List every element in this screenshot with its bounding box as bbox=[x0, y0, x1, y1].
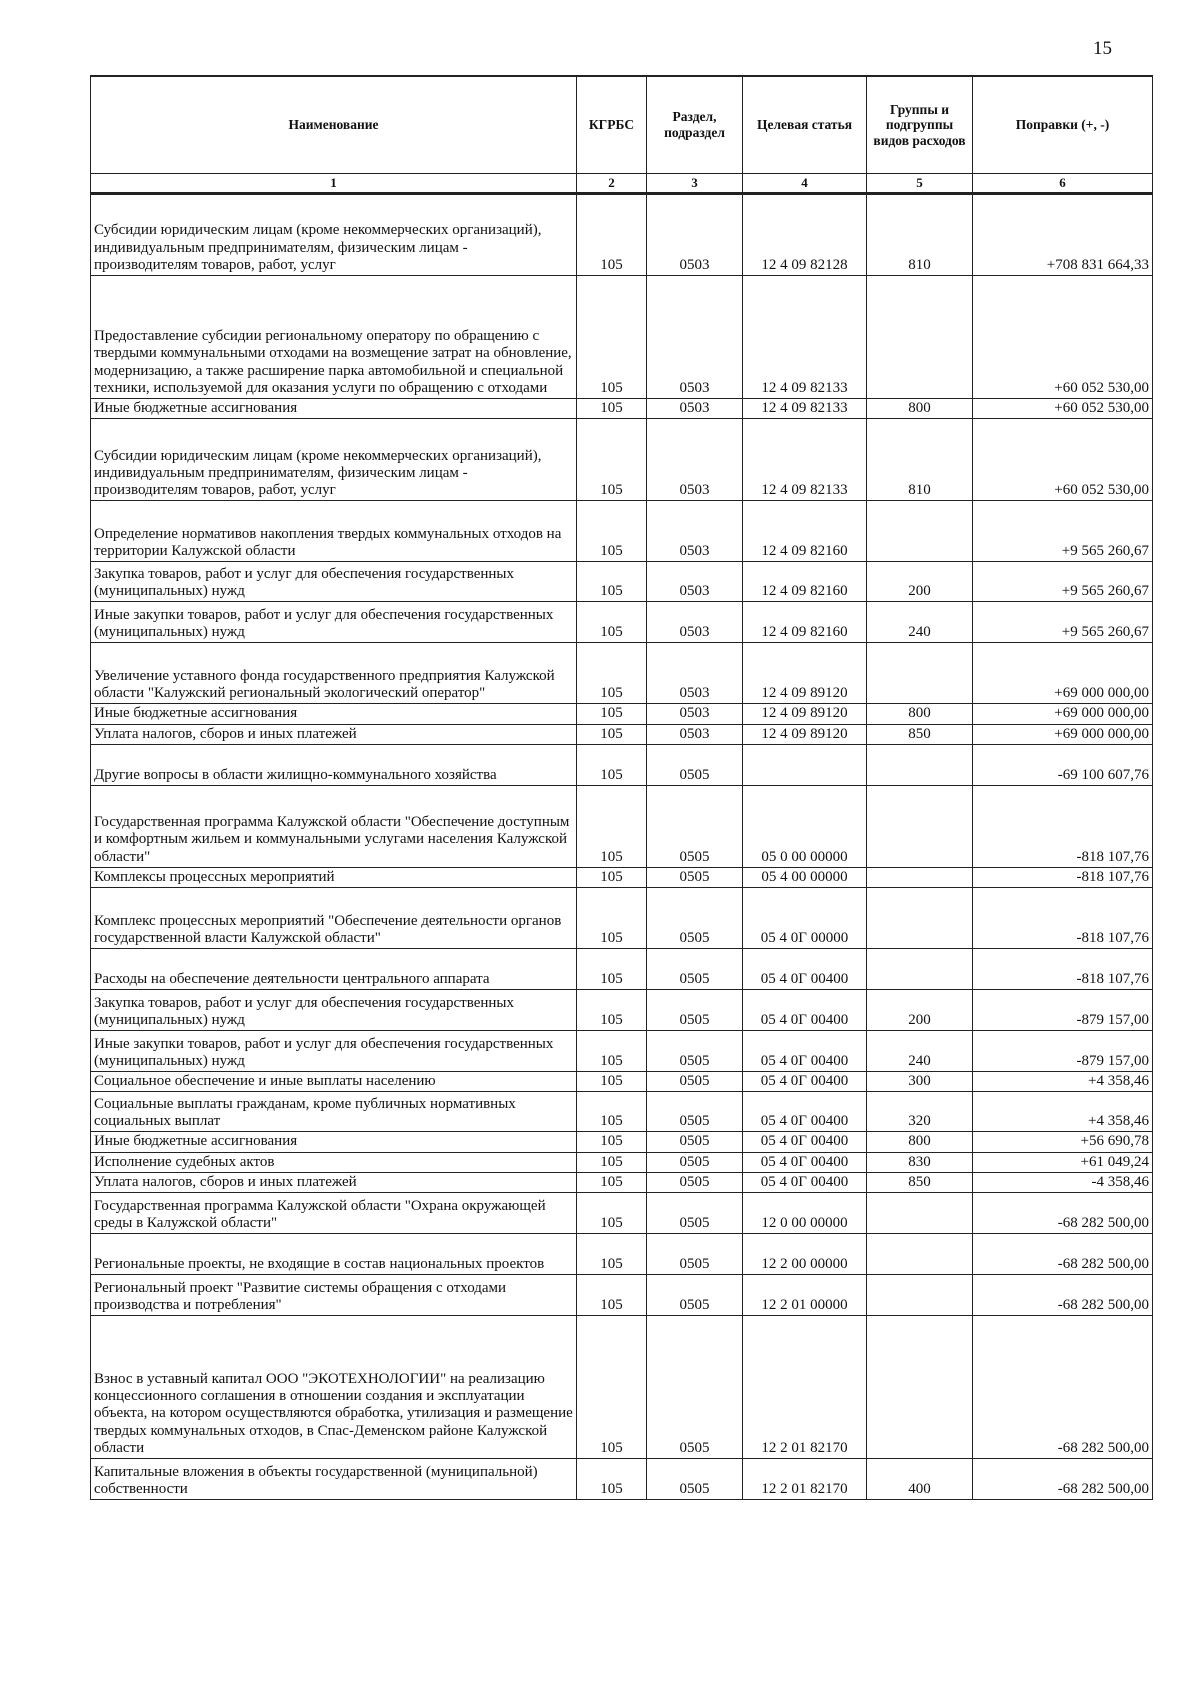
table-row bbox=[91, 785, 1153, 867]
cell-amount: -818 107,76 bbox=[973, 785, 1153, 867]
cell-target: 05 4 0Г 00400 bbox=[743, 949, 867, 990]
cell-target: 05 4 0Г 00000 bbox=[743, 888, 867, 949]
cell-vr: 810 bbox=[867, 194, 973, 276]
cell-razdel: 0505 bbox=[647, 744, 743, 785]
header-target: Целевая статья bbox=[743, 76, 867, 174]
table-row bbox=[91, 704, 1153, 724]
cell-vr: 810 bbox=[867, 419, 973, 501]
cell-target: 12 4 09 82133 bbox=[743, 276, 867, 399]
table-row bbox=[91, 194, 1153, 276]
cell-kgrbs: 105 bbox=[577, 1132, 647, 1152]
header-amend: Поправки (+, -) bbox=[973, 76, 1153, 174]
cell-name: Расходы на обеспечение деятельности центрального аппарата bbox=[91, 949, 577, 990]
cell-amount: -68 282 500,00 bbox=[973, 1275, 1153, 1316]
cell-target: 12 2 01 00000 bbox=[743, 1275, 867, 1316]
header-groups: Группы и подгруппы видов расходов bbox=[867, 76, 973, 174]
cell-kgrbs: 105 bbox=[577, 1092, 647, 1132]
table-row bbox=[91, 562, 1153, 602]
cell-vr: 850 bbox=[867, 724, 973, 744]
col-number: 1 bbox=[91, 174, 577, 194]
cell-target: 12 2 00 00000 bbox=[743, 1234, 867, 1275]
cell-name: Другие вопросы в области жилищно-коммунального хозяйства bbox=[91, 744, 577, 785]
table-row bbox=[91, 1031, 1153, 1072]
cell-amount: +4 358,46 bbox=[973, 1072, 1153, 1092]
cell-vr: 800 bbox=[867, 1132, 973, 1152]
cell-name: Государственная программа Калужской области "Охрана окружающей среды в Калужской области" bbox=[91, 1193, 577, 1234]
cell-amount: -818 107,76 bbox=[973, 867, 1153, 887]
page-number: 15 bbox=[1093, 38, 1112, 59]
cell-vr bbox=[867, 1193, 973, 1234]
cell-amount: +69 000 000,00 bbox=[973, 643, 1153, 704]
cell-target: 05 4 0Г 00400 bbox=[743, 1031, 867, 1072]
cell-target: 12 4 09 82133 bbox=[743, 399, 867, 419]
cell-vr bbox=[867, 276, 973, 399]
cell-amount: +9 565 260,67 bbox=[973, 602, 1153, 643]
cell-vr bbox=[867, 785, 973, 867]
cell-amount: +61 049,24 bbox=[973, 1152, 1153, 1172]
cell-name: Субсидии юридическим лицам (кроме некоммерческих организаций), индивидуальным предпринимателям, физическим лицам - производителям товаров, работ, услуг bbox=[91, 419, 577, 501]
cell-vr bbox=[867, 949, 973, 990]
table-row bbox=[91, 888, 1153, 949]
cell-name: Комплексы процессных мероприятий bbox=[91, 867, 577, 887]
cell-name: Исполнение судебных актов bbox=[91, 1152, 577, 1172]
col-number: 2 bbox=[577, 174, 647, 194]
table-row bbox=[91, 399, 1153, 419]
cell-name: Иные закупки товаров, работ и услуг для обеспечения государственных (муниципальных) нужд bbox=[91, 1031, 577, 1072]
cell-vr: 300 bbox=[867, 1072, 973, 1092]
cell-vr: 400 bbox=[867, 1459, 973, 1500]
cell-target: 12 2 01 82170 bbox=[743, 1316, 867, 1459]
cell-amount: -68 282 500,00 bbox=[973, 1234, 1153, 1275]
cell-name: Комплекс процессных мероприятий "Обеспечение деятельности органов государственной власти Калужской области" bbox=[91, 888, 577, 949]
cell-target bbox=[743, 744, 867, 785]
table-row bbox=[91, 1132, 1153, 1152]
cell-amount: +69 000 000,00 bbox=[973, 724, 1153, 744]
cell-kgrbs: 105 bbox=[577, 990, 647, 1031]
cell-razdel: 0505 bbox=[647, 990, 743, 1031]
cell-razdel: 0505 bbox=[647, 1092, 743, 1132]
cell-razdel: 0505 bbox=[647, 1459, 743, 1500]
cell-amount: -68 282 500,00 bbox=[973, 1193, 1153, 1234]
cell-amount: +9 565 260,67 bbox=[973, 501, 1153, 562]
cell-amount: +56 690,78 bbox=[973, 1132, 1153, 1152]
cell-name: Региональные проекты, не входящие в состав национальных проектов bbox=[91, 1234, 577, 1275]
cell-kgrbs: 105 bbox=[577, 785, 647, 867]
cell-amount: +9 565 260,67 bbox=[973, 562, 1153, 602]
cell-amount: +4 358,46 bbox=[973, 1092, 1153, 1132]
cell-target: 05 4 0Г 00400 bbox=[743, 1072, 867, 1092]
cell-name: Закупка товаров, работ и услуг для обеспечения государственных (муниципальных) нужд bbox=[91, 562, 577, 602]
cell-razdel: 0503 bbox=[647, 643, 743, 704]
table-row bbox=[91, 643, 1153, 704]
col-number: 6 bbox=[973, 174, 1153, 194]
col-number: 3 bbox=[647, 174, 743, 194]
cell-name: Иные бюджетные ассигнования bbox=[91, 704, 577, 724]
cell-kgrbs: 105 bbox=[577, 1275, 647, 1316]
cell-kgrbs: 105 bbox=[577, 501, 647, 562]
cell-kgrbs: 105 bbox=[577, 1234, 647, 1275]
cell-name: Определение нормативов накопления твердых коммунальных отходов на территории Калужской области bbox=[91, 501, 577, 562]
cell-amount: -879 157,00 bbox=[973, 990, 1153, 1031]
cell-name: Уплата налогов, сборов и иных платежей bbox=[91, 724, 577, 744]
cell-name: Взнос в уставный капитал ООО "ЭКОТЕХНОЛОГИИ" на реализацию концессионного соглашения в отношении создания и эксплуатации объекта, на котором осуществляются обработка, утилизация и размещение твердых коммунальных отходов, в Спас-Деменском районе Калужской области bbox=[91, 1316, 577, 1459]
cell-kgrbs: 105 bbox=[577, 643, 647, 704]
table-row bbox=[91, 724, 1153, 744]
header-kgrbs: КГРБС bbox=[577, 76, 647, 174]
cell-target: 05 4 0Г 00400 bbox=[743, 990, 867, 1031]
cell-amount: -818 107,76 bbox=[973, 888, 1153, 949]
cell-vr bbox=[867, 643, 973, 704]
cell-target: 05 4 0Г 00400 bbox=[743, 1152, 867, 1172]
cell-vr bbox=[867, 888, 973, 949]
cell-amount: -4 358,46 bbox=[973, 1172, 1153, 1192]
table-row bbox=[91, 1193, 1153, 1234]
cell-kgrbs: 105 bbox=[577, 724, 647, 744]
cell-razdel: 0505 bbox=[647, 1132, 743, 1152]
cell-razdel: 0505 bbox=[647, 785, 743, 867]
cell-razdel: 0505 bbox=[647, 1193, 743, 1234]
cell-vr: 200 bbox=[867, 562, 973, 602]
col-number: 5 bbox=[867, 174, 973, 194]
cell-name: Иные закупки товаров, работ и услуг для обеспечения государственных (муниципальных) нужд bbox=[91, 602, 577, 643]
cell-razdel: 0505 bbox=[647, 867, 743, 887]
table-row bbox=[91, 867, 1153, 887]
cell-kgrbs: 105 bbox=[577, 704, 647, 724]
cell-kgrbs: 105 bbox=[577, 276, 647, 399]
table-row bbox=[91, 1092, 1153, 1132]
cell-target: 05 4 00 00000 bbox=[743, 867, 867, 887]
cell-razdel: 0505 bbox=[647, 1152, 743, 1172]
cell-amount: +60 052 530,00 bbox=[973, 419, 1153, 501]
cell-name: Увеличение уставного фонда государственного предприятия Калужской области "Калужский региональный экологический оператор" bbox=[91, 643, 577, 704]
cell-amount: +708 831 664,33 bbox=[973, 194, 1153, 276]
cell-razdel: 0505 bbox=[647, 888, 743, 949]
cell-kgrbs: 105 bbox=[577, 888, 647, 949]
cell-kgrbs: 105 bbox=[577, 399, 647, 419]
cell-razdel: 0503 bbox=[647, 276, 743, 399]
table-row bbox=[91, 419, 1153, 501]
cell-target: 12 2 01 82170 bbox=[743, 1459, 867, 1500]
cell-vr: 240 bbox=[867, 1031, 973, 1072]
cell-razdel: 0505 bbox=[647, 1072, 743, 1092]
cell-amount: -68 282 500,00 bbox=[973, 1316, 1153, 1459]
cell-name: Закупка товаров, работ и услуг для обеспечения государственных (муниципальных) нужд bbox=[91, 990, 577, 1031]
cell-target: 12 4 09 82160 bbox=[743, 602, 867, 643]
cell-vr: 850 bbox=[867, 1172, 973, 1192]
table-row bbox=[91, 1459, 1153, 1500]
table-row bbox=[91, 1152, 1153, 1172]
cell-vr: 320 bbox=[867, 1092, 973, 1132]
cell-vr bbox=[867, 1234, 973, 1275]
cell-razdel: 0503 bbox=[647, 194, 743, 276]
cell-vr: 240 bbox=[867, 602, 973, 643]
cell-target: 12 4 09 82160 bbox=[743, 501, 867, 562]
cell-kgrbs: 105 bbox=[577, 419, 647, 501]
cell-name: Предоставление субсидии региональному оператору по обращению с твердыми коммунальными отходами на возмещение затрат на обновление, модернизацию, а также расширение парка автомобильной и специальной техники, используемой для оказания услуги по обращению с отходами bbox=[91, 276, 577, 399]
cell-vr: 800 bbox=[867, 704, 973, 724]
cell-amount: -68 282 500,00 bbox=[973, 1459, 1153, 1500]
cell-amount: +69 000 000,00 bbox=[973, 704, 1153, 724]
table-row bbox=[91, 501, 1153, 562]
table-row bbox=[91, 949, 1153, 990]
cell-vr: 830 bbox=[867, 1152, 973, 1172]
cell-razdel: 0505 bbox=[647, 1172, 743, 1192]
table-row bbox=[91, 602, 1153, 643]
cell-razdel: 0505 bbox=[647, 1234, 743, 1275]
cell-target: 12 4 09 82128 bbox=[743, 194, 867, 276]
cell-target: 05 4 0Г 00400 bbox=[743, 1132, 867, 1152]
cell-vr: 800 bbox=[867, 399, 973, 419]
cell-vr: 200 bbox=[867, 990, 973, 1031]
cell-razdel: 0503 bbox=[647, 399, 743, 419]
cell-razdel: 0503 bbox=[647, 501, 743, 562]
cell-razdel: 0503 bbox=[647, 562, 743, 602]
cell-razdel: 0503 bbox=[647, 724, 743, 744]
cell-razdel: 0505 bbox=[647, 949, 743, 990]
cell-kgrbs: 105 bbox=[577, 949, 647, 990]
cell-target: 12 4 09 89120 bbox=[743, 704, 867, 724]
cell-target: 05 0 00 00000 bbox=[743, 785, 867, 867]
cell-kgrbs: 105 bbox=[577, 1316, 647, 1459]
cell-razdel: 0503 bbox=[647, 602, 743, 643]
header-name: Наименование bbox=[91, 76, 577, 174]
cell-name: Уплата налогов, сборов и иных платежей bbox=[91, 1172, 577, 1192]
cell-name: Государственная программа Калужской области "Обеспечение доступным и комфортным жильем и коммунальными услугами населения Калужской области" bbox=[91, 785, 577, 867]
cell-kgrbs: 105 bbox=[577, 194, 647, 276]
cell-kgrbs: 105 bbox=[577, 867, 647, 887]
cell-vr bbox=[867, 744, 973, 785]
table-row bbox=[91, 1275, 1153, 1316]
table-row bbox=[91, 1234, 1153, 1275]
cell-name: Социальные выплаты гражданам, кроме публичных нормативных социальных выплат bbox=[91, 1092, 577, 1132]
table-row bbox=[91, 276, 1153, 399]
cell-kgrbs: 105 bbox=[577, 1072, 647, 1092]
cell-amount: -69 100 607,76 bbox=[973, 744, 1153, 785]
cell-name: Социальное обеспечение и иные выплаты населению bbox=[91, 1072, 577, 1092]
cell-amount: -818 107,76 bbox=[973, 949, 1153, 990]
cell-amount: -879 157,00 bbox=[973, 1031, 1153, 1072]
cell-kgrbs: 105 bbox=[577, 1152, 647, 1172]
cell-kgrbs: 105 bbox=[577, 744, 647, 785]
cell-kgrbs: 105 bbox=[577, 1193, 647, 1234]
cell-name: Иные бюджетные ассигнования bbox=[91, 1132, 577, 1152]
table-row bbox=[91, 1172, 1153, 1192]
cell-target: 05 4 0Г 00400 bbox=[743, 1172, 867, 1192]
cell-razdel: 0503 bbox=[647, 419, 743, 501]
cell-vr bbox=[867, 1275, 973, 1316]
cell-target: 12 4 09 82133 bbox=[743, 419, 867, 501]
table-row bbox=[91, 1072, 1153, 1092]
cell-amount: +60 052 530,00 bbox=[973, 276, 1153, 399]
cell-kgrbs: 105 bbox=[577, 1031, 647, 1072]
cell-target: 12 4 09 82160 bbox=[743, 562, 867, 602]
cell-kgrbs: 105 bbox=[577, 562, 647, 602]
cell-amount: +60 052 530,00 bbox=[973, 399, 1153, 419]
cell-vr bbox=[867, 501, 973, 562]
header-razdel: Раздел, подраздел bbox=[647, 76, 743, 174]
cell-vr bbox=[867, 867, 973, 887]
cell-razdel: 0505 bbox=[647, 1316, 743, 1459]
cell-target: 05 4 0Г 00400 bbox=[743, 1092, 867, 1132]
budget-amendments-table bbox=[90, 75, 1153, 1500]
cell-kgrbs: 105 bbox=[577, 602, 647, 643]
cell-name: Региональный проект "Развитие системы обращения с отходами производства и потребления" bbox=[91, 1275, 577, 1316]
cell-razdel: 0503 bbox=[647, 704, 743, 724]
table-row bbox=[91, 1316, 1153, 1459]
cell-razdel: 0505 bbox=[647, 1275, 743, 1316]
cell-name: Иные бюджетные ассигнования bbox=[91, 399, 577, 419]
cell-kgrbs: 105 bbox=[577, 1172, 647, 1192]
table-row bbox=[91, 990, 1153, 1031]
cell-kgrbs: 105 bbox=[577, 1459, 647, 1500]
cell-target: 12 4 09 89120 bbox=[743, 643, 867, 704]
cell-name: Капитальные вложения в объекты государственной (муниципальной) собственности bbox=[91, 1459, 577, 1500]
col-number: 4 bbox=[743, 174, 867, 194]
cell-razdel: 0505 bbox=[647, 1031, 743, 1072]
table-row bbox=[91, 744, 1153, 785]
cell-vr bbox=[867, 1316, 973, 1459]
cell-name: Субсидии юридическим лицам (кроме некоммерческих организаций), индивидуальным предпринимателям, физическим лицам - производителям товаров, работ, услуг bbox=[91, 194, 577, 276]
cell-target: 12 0 00 00000 bbox=[743, 1193, 867, 1234]
cell-target: 12 4 09 89120 bbox=[743, 724, 867, 744]
